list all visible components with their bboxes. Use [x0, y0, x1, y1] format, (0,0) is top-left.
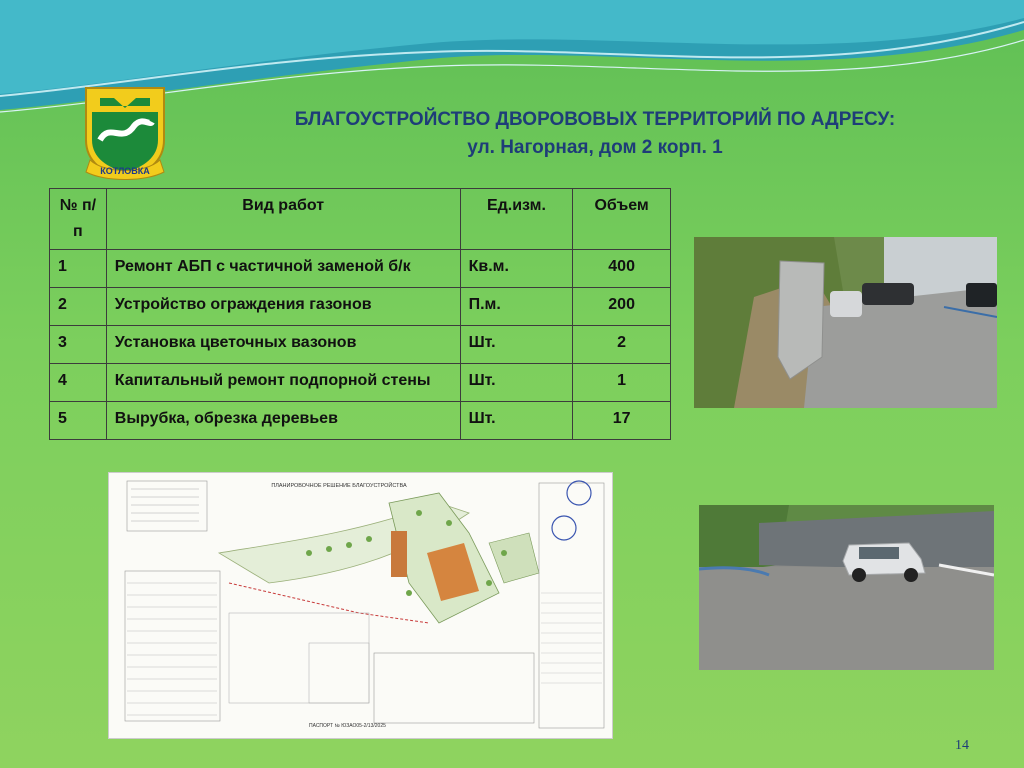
row-number: 2: [50, 288, 107, 326]
table-row: [50, 288, 671, 326]
header-work-type: Вид работ: [106, 189, 460, 250]
row-number: 3: [50, 326, 107, 364]
site-plan-drawing: [108, 472, 613, 739]
row-work-type: Установка цветочных вазонов: [106, 326, 460, 364]
table-row: [50, 326, 671, 364]
table-row: [50, 402, 671, 440]
row-number: 4: [50, 364, 107, 402]
works-table: [49, 188, 671, 440]
title-line-2: ул. Нагорная, дом 2 корп. 1: [467, 137, 723, 158]
row-volume: 17: [573, 402, 671, 440]
row-work-type: Ремонт АБП с частичной заменой б/к: [106, 250, 460, 288]
plan-passport: ПАСПОРТ № ЮЗАО05-2/13/2025: [309, 723, 386, 729]
row-work-type: Капитальный ремонт подпорной стены: [106, 364, 460, 402]
row-unit: Шт.: [460, 326, 573, 364]
header-number: № п/п: [50, 189, 107, 250]
row-volume: 200: [573, 288, 671, 326]
header-unit: Ед.изм.: [460, 189, 573, 250]
row-unit: Шт.: [460, 364, 573, 402]
row-unit: Кв.м.: [460, 250, 573, 288]
plan-heading: ПЛАНИРОВОЧНОЕ РЕШЕНИЕ БЛАГОУСТРОЙСТВА: [271, 483, 407, 489]
row-number: 1: [50, 250, 107, 288]
table-row: [50, 250, 671, 288]
table-header-row: [50, 189, 671, 250]
district-emblem: [80, 82, 170, 182]
row-volume: 400: [573, 250, 671, 288]
page-number: 14: [955, 738, 969, 753]
row-work-type: Вырубка, обрезка деревьев: [106, 402, 460, 440]
row-unit: Шт.: [460, 402, 573, 440]
row-work-type: Устройство ограждения газонов: [106, 288, 460, 326]
table-row: [50, 364, 671, 402]
title-line-1: БЛАГОУСТРОЙСТВО ДВОРОВОВЫХ ТЕРРИТОРИЙ ПО АДРЕСУ:: [294, 109, 896, 130]
row-volume: 1: [573, 364, 671, 402]
header-volume: Объем: [573, 189, 671, 250]
photo-parking-area: [699, 505, 994, 670]
emblem-label: КОТЛОВКА: [100, 166, 150, 176]
row-unit: П.м.: [460, 288, 573, 326]
row-number: 5: [50, 402, 107, 440]
row-volume: 2: [573, 326, 671, 364]
photo-retaining-wall: [694, 237, 997, 408]
slide-title: [240, 106, 950, 162]
